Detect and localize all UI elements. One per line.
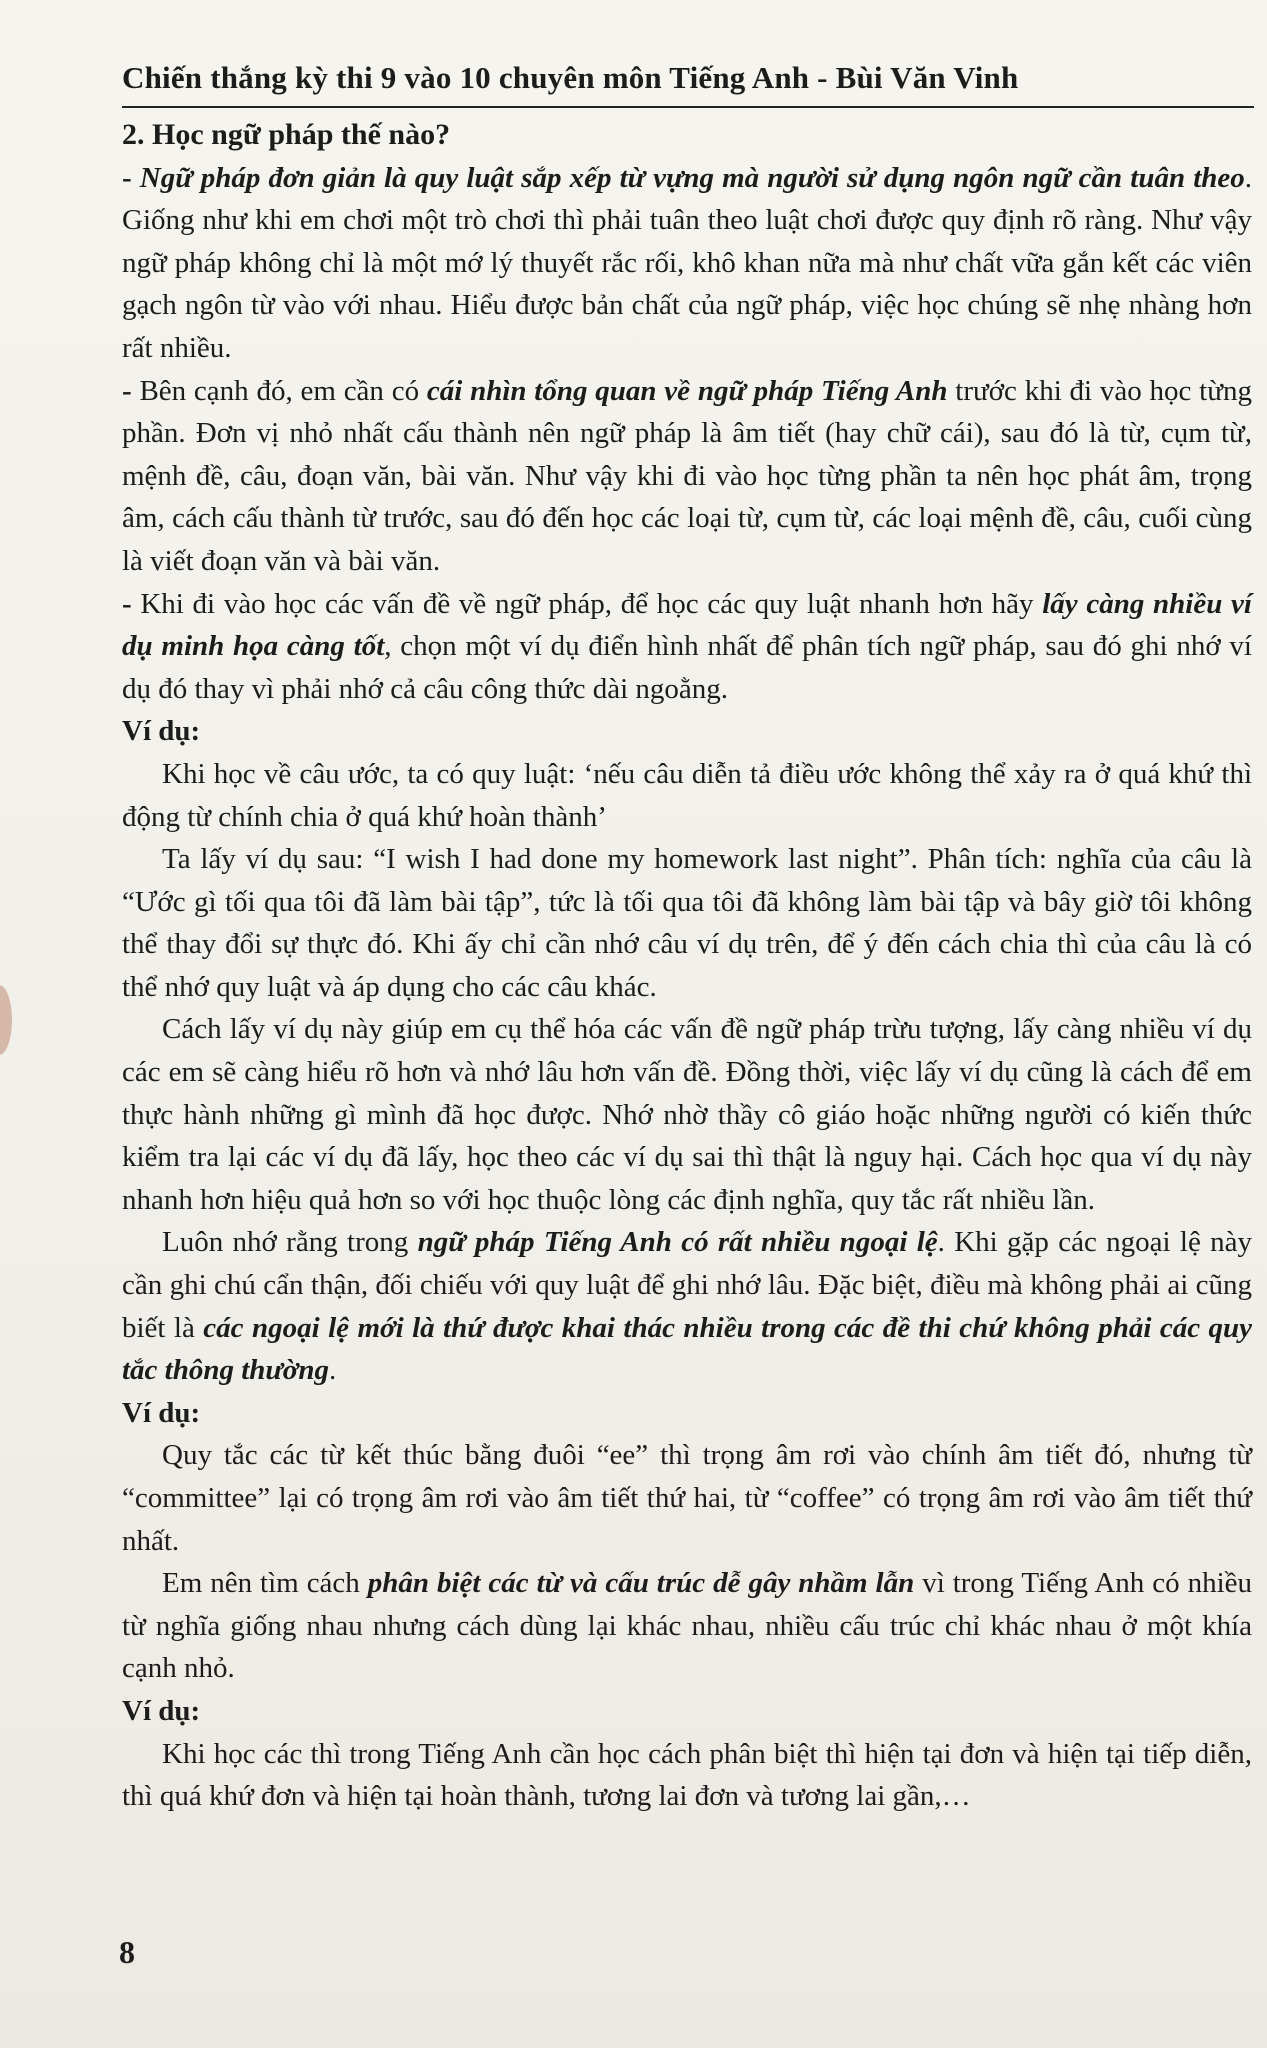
paragraph-text: trước khi đi vào học từng phần. Đơn vị nhỏ nhất cấu thành nên ngữ pháp là âm tiết (hay chữ cái), sau đó là từ, cụm từ, mệnh đề, câu, đoạn văn, bài văn. Như vậy khi đi vào học từng phần ta nên học phát âm, trọng âm, cách cấu thành từ trước, sau đó đến học các loại từ, cụm từ, các loại mệnh đề, câu, cuối cùng là viết đoạn văn và bài văn. (122, 374, 1252, 577)
emphasis-text: phân biệt các từ và cấu trúc dễ gây nhầm lẫn (367, 1567, 915, 1600)
example-label: Ví dụ: (122, 1396, 201, 1429)
emphasis-text: lấy càng nhiều ví dụ minh họa càng tốt (122, 587, 1252, 663)
bullet-paragraph-2 (122, 370, 1252, 583)
example-paragraph-1: Khi học về câu ước, ta có quy luật: ‘nếu câu diễn tả điều ước không thể xảy ra ở quá khứ thì động từ chính chia ở quá khứ hoàn thành’ (122, 757, 1252, 833)
example-label: Ví dụ: (122, 715, 201, 748)
example-paragraph-2: Ta lấy ví dụ sau: “I wish I had done my homework last night”. Phân tích: nghĩa của câu là “Ước gì tối qua tôi đã làm bài tập”, tức là tối qua tôi đã không làm bài tập và bây giờ tôi không thể thay đổi sự thực đó. Khi ấy chỉ cần nhớ câu ví dụ trên, để ý đến cách chia thì của câu là có thể nhớ quy luật và áp dụng cho các câu khác. (122, 843, 1252, 1003)
paragraph-text: . Khi gặp các ngoại lệ này cần ghi chú cẩn thận, đối chiếu với quy luật để ghi nhớ lâu. Đặc biệt, điều mà không phải ai cũng biết là (122, 1226, 1253, 1344)
page-number: 8 (119, 1934, 135, 1970)
paragraph-text: Em nên tìm cách (162, 1567, 368, 1600)
header-divider (122, 106, 1254, 108)
running-header: Chiến thắng kỳ thi 9 vào 10 chuyên môn Tiếng Anh - Bùi Văn Vinh (122, 60, 1019, 95)
emphasis-text: cái nhìn tổng quan về ngữ pháp Tiếng Anh (426, 374, 948, 407)
example-paragraph-5: Quy tắc các từ kết thúc bằng đuôi “ee” thì trọng âm rơi vào chính âm tiết đó, nhưng từ “committee” lại có trọng âm rơi vào âm tiết thứ hai, từ “coffee” có trọng âm rơi vào âm tiết thứ nhất. (122, 1439, 1252, 1557)
paragraph-text: , chọn một ví dụ điển hình nhất để phân tích ngữ pháp, sau đó ghi nhớ ví dụ đó thay vì phải nhớ cả câu công thức dài ngoằng. (122, 630, 1252, 705)
bullet-paragraph-3 (122, 583, 1252, 711)
paragraph-text: Bên cạnh đó, em cần có (139, 374, 427, 407)
paragraph-text: vì trong Tiếng Anh có nhiều từ nghĩa giống nhau nhưng cách dùng lại khác nhau, nhiều cấu trúc chỉ khác nhau ở một khía cạnh nhỏ. (122, 1567, 1253, 1685)
emphasis-text: Ngữ pháp đơn giản là quy luật sắp xếp từ vựng mà người sử dụng ngôn ngữ cần tuân theo (139, 161, 1245, 194)
paragraph-text: . Giống như khi em chơi một trò chơi thì phải tuân theo luật chơi được quy định rõ ràng. Như vậy ngữ pháp không chỉ là một mớ lý thuyết rắc rối, khô khan nữa mà như chất vữa gắn kết các viên gạch ngôn từ vào với nhau. Hiểu được bản chất của ngữ pháp, việc học chúng sẽ nhẹ nhàng hơn rất nhiều. (122, 161, 1252, 364)
bullet-paragraph-1 (122, 157, 1252, 370)
thumb-shadow (0, 985, 12, 1055)
section-title: 2. Học ngữ pháp thế nào? (122, 118, 451, 151)
page-body (122, 114, 1252, 1818)
example-label: Ví dụ: (122, 1694, 201, 1727)
bullet-dash: - (122, 161, 140, 194)
paragraph-text: . (329, 1354, 337, 1387)
bullet-dash: - (122, 374, 140, 407)
body-paragraph-6 (122, 1562, 1252, 1690)
paragraph-text: Luôn nhớ rằng trong (162, 1226, 418, 1259)
body-paragraph-3: Cách lấy ví dụ này giúp em cụ thể hóa các vấn đề ngữ pháp trừu tượng, lấy càng nhiều ví dụ các em sẽ càng hiểu rõ hơn và nhớ lâu hơn vấn đề. Đồng thời, việc lấy ví dụ cũng là cách để em thực hành những gì mình đã học được. Nhớ nhờ thầy cô giáo hoặc những người có kiến thức kiểm tra lại các ví dụ đã lấy, học theo các ví dụ sai thì thật là nguy hại. Cách học qua ví dụ này nhanh hơn hiệu quả hơn so với học thuộc lòng các định nghĩa, quy tắc rất nhiều lần. (122, 1013, 1252, 1216)
emphasis-text: các ngoại lệ mới là thứ được khai thác nhiều trong các đề thi chứ không phải các quy tắc thông thường (122, 1311, 1253, 1387)
bullet-dash: - (122, 587, 141, 620)
example-paragraph-7: Khi học các thì trong Tiếng Anh cần học cách phân biệt thì hiện tại đơn và hiện tại tiếp diễn, thì quá khứ đơn và hiện tại hoàn thành, tương lai đơn và tương lai gần,… (122, 1737, 1252, 1813)
body-paragraph-4 (122, 1221, 1252, 1391)
emphasis-text: ngữ pháp Tiếng Anh có rất nhiều ngoại lệ (417, 1226, 938, 1259)
paragraph-text: Khi đi vào học các vấn đề về ngữ pháp, để học các quy luật nhanh hơn hãy (140, 587, 1043, 620)
